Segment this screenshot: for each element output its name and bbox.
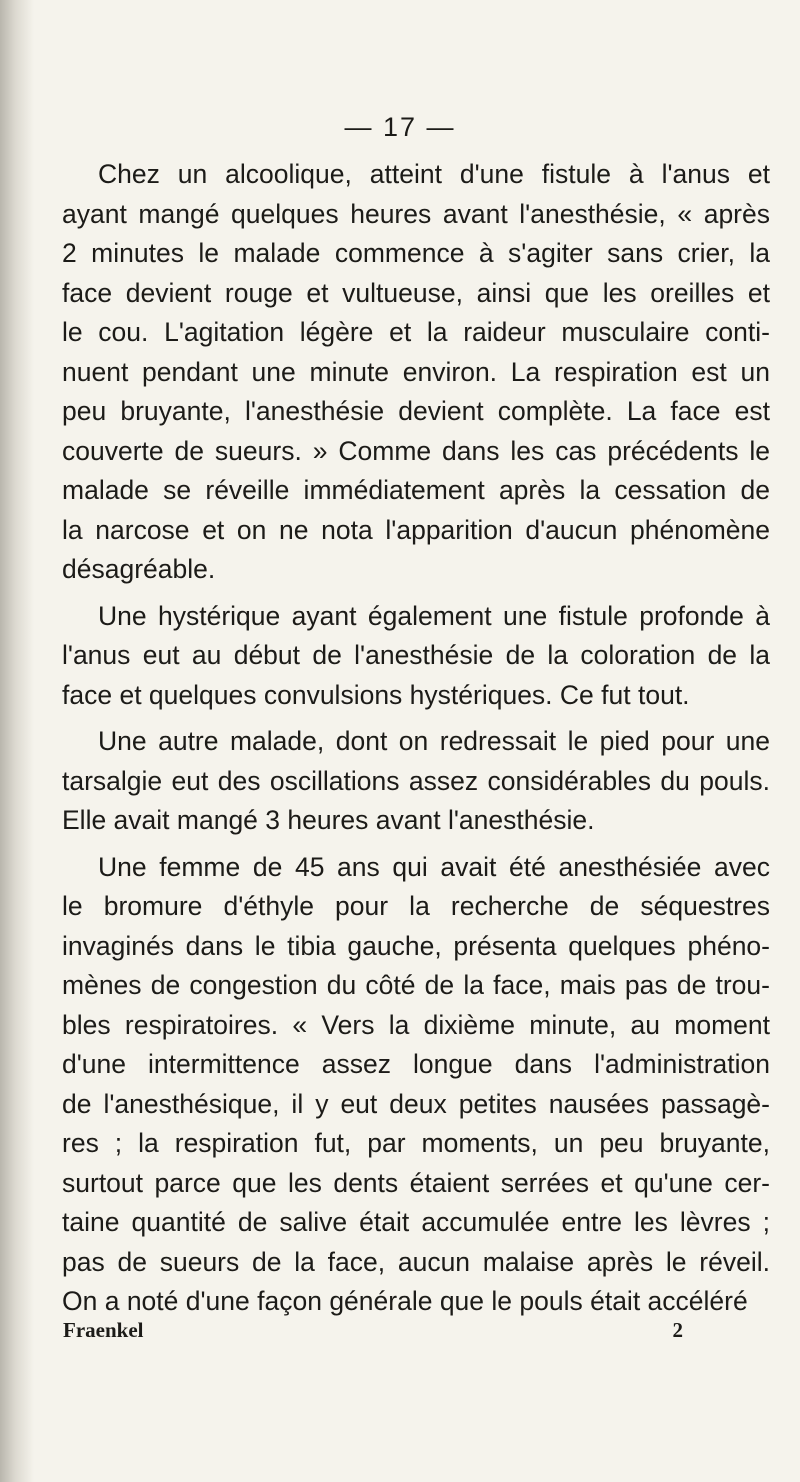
page-number: — 17 —: [344, 112, 456, 142]
text-line: le bromure d'éthyle pour la recherche de séquestres: [62, 891, 770, 921]
paragraph: [62, 848, 770, 1322]
text-line: bles respiratoires. « Vers la dixième minute, au moment: [62, 1009, 770, 1040]
text-line: mènes de congestion du côté de la face, mais pas de trou-: [62, 970, 770, 1000]
text-line: désagréable.: [62, 554, 216, 584]
text-line: face devient rouge et vultueuse, ainsi que les oreilles et: [62, 277, 770, 308]
body-text: [62, 155, 770, 1322]
paragraph: [62, 722, 770, 841]
text-line: d'une intermittence assez longue dans l'administration: [62, 1049, 770, 1079]
text-line: couverte de sueurs. » Comme dans les cas précédents le: [62, 435, 770, 466]
paragraph-gap: [62, 590, 770, 597]
text-line: le cou. L'agitation légère et la raideur musculaire conti-: [62, 317, 770, 347]
text-line: de l'anesthésique, il y eut deux petites nausées passagè-: [62, 1088, 770, 1119]
text-line: malade se réveille immédiatement après la cessation de: [62, 475, 770, 505]
binding-gutter: [0, 0, 34, 1482]
printer-signature: Fraenkel: [63, 1318, 144, 1342]
text-line: taine quantité de salive était accumulée entre les lèvres ;: [62, 1207, 770, 1237]
text-line: la narcose et on ne nota l'apparition d'aucun phénomène: [62, 514, 770, 545]
text-line: res ; la respiration fut, par moments, un peu bruyante,: [62, 1128, 770, 1158]
text-line: ayant mangé quelques heures avant l'anesthésie, « après: [62, 198, 770, 229]
sheet-number: 2: [672, 1318, 683, 1342]
text-line: Une hystérique ayant également une fistule profonde à: [98, 600, 770, 631]
text-line: Elle avait mangé 3 heures avant l'anesthésie.: [62, 805, 595, 835]
text-line: invaginés dans le tibia gauche, présenta quelques phéno-: [62, 930, 770, 961]
text-line: Une autre malade, dont on redressait le pied pour une: [98, 726, 770, 756]
paragraph-gap: [62, 841, 770, 848]
paragraph-gap: [62, 715, 770, 722]
text-line: 2 minutes le malade commence à s'agiter sans crier, la: [62, 238, 770, 268]
text-line: Une femme de 45 ans qui avait été anesthésiée avec: [98, 851, 770, 882]
text-line: surtout parce que les dents étaient serrées et qu'une cer-: [62, 1167, 770, 1198]
text-line: pas de sueurs de la face, aucun malaise après le réveil.: [62, 1246, 770, 1277]
text-line: nuent pendant une minute environ. La respiration est un: [62, 356, 770, 387]
text-line: On a noté d'une façon générale que le pouls était accéléré: [62, 1286, 748, 1316]
text-line: Chez un alcoolique, atteint d'une fistule à l'anus et: [98, 159, 770, 189]
text-line: tarsalgie eut des oscillations assez considérables du pouls.: [62, 765, 770, 796]
text-line: peu bruyante, l'anesthésie devient complète. La face est: [62, 396, 770, 426]
paragraph: [62, 155, 770, 590]
paragraph: [62, 597, 770, 716]
text-line: face et quelques convulsions hystériques. Ce fut tout.: [62, 679, 690, 710]
page-footer: [63, 1318, 683, 1348]
text-line: l'anus eut au début de l'anesthésie de la coloration de la: [62, 640, 770, 670]
